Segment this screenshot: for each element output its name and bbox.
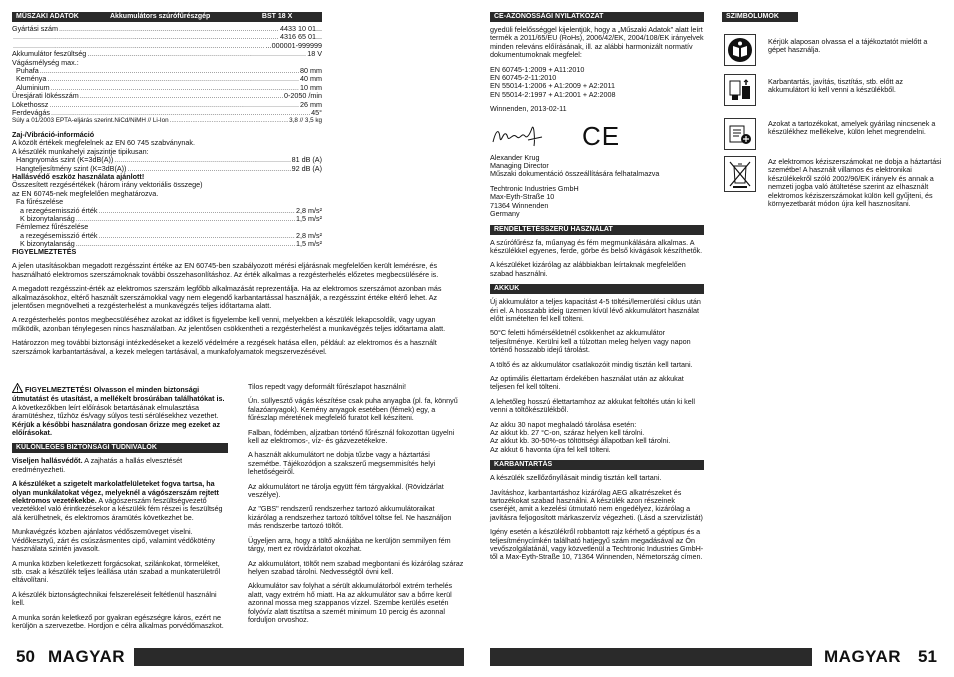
spec-row: Vágásmélység max.: — [12, 57, 79, 67]
safety-column — [12, 383, 228, 636]
spec-row: ..... 4316 65 01... — [12, 33, 322, 41]
footer-bar — [490, 648, 812, 666]
vibration-text: Összesített rezgésértékek (három irány vektoriális összege) — [12, 180, 203, 190]
use-header: RENDELTETÉSSZERŰ HASZNÁLAT — [490, 225, 704, 235]
safety-paragraph: Tilos repedt vagy deformált fűrészlapot használni! — [248, 382, 406, 391]
signer-name: Alexander Krug — [490, 152, 540, 162]
weee-bin-icon — [724, 156, 756, 192]
maintenance-header: KARBANTARTÁS — [490, 460, 704, 470]
noise-heading: Zaj-/Vibráció-információ — [12, 130, 95, 139]
battery-paragraph: A töltő és az akkumulátor csatlakozóit mindig tisztán kell tartani. — [490, 359, 693, 369]
address-line: Techtronic Industries GmbH — [490, 183, 579, 193]
wood-label: Fa fűrészelése — [16, 197, 64, 207]
noise-row: Hangteljesítmény szint (K=3dB(A)) ..... 92 dB (A) — [12, 165, 322, 173]
address-line: Germany — [490, 209, 520, 219]
safety-paragraph: Viseljen hallásvédőt. A zajhatás a hallás elvesztését eredményezheti. — [12, 456, 183, 474]
safety-paragraph: A munka közben keletkezett forgácsokat, szilánkokat, törmeléket, stb. csak a készülék teljes leállása után szabad a munkaterületről eltávolítani. — [12, 558, 221, 585]
battery-paragraph: 50°C feletti hőmérsékletnél csökkenhet az akkumulátor teljesítménye. Kerülni kell a túlzottan meleg helyen vagy napon történő hosszabb idejű tárolást. — [490, 328, 691, 355]
model-name: BST 18 X — [261, 13, 293, 20]
noise-intro: A készülék munkahelyi zajszintje tipikusan: — [12, 146, 149, 156]
section-header: KÜLÖNLEGES BIZTONSÁGI TUDNIVALÓK — [12, 443, 228, 453]
spec-row: Ferdevágás ..... 45° — [12, 109, 322, 117]
norm-line: EN 55014-2:1997 + A1:2001 + A2:2008 — [490, 89, 616, 99]
safety-paragraph: Az akkumulátort ne tárolja együtt fém tárgyakkal. (Rövidzárlat veszélye). — [248, 481, 444, 500]
safety-paragraph: A használt akkumulátort ne dobja tűzbe vagy a háztartási szemétbe. Tájékozódjon a szakszerű megsemmisítés helyi lehetőségeiről. — [248, 450, 436, 477]
address-line: Max-Eyth-Straße 10 — [490, 192, 555, 202]
safety-paragraph: Munkavégzés közben ajánlatos védőszemüveget viselni. Védőkesztyű, zárt és csúszásmentes cipő, valamint védőkötény használata szintén javasolt. — [12, 527, 215, 554]
product-name: Akkumulátors szúrófűrészgép — [109, 13, 211, 20]
signer-role: Managing Director — [490, 161, 549, 171]
safety-paragraph: Ügyeljen arra, hogy a töltő aknájába ne kerüljön semmilyen fém tárgy, mert ez rövidzárlatot okozhat. — [248, 535, 451, 554]
use-paragraph: A szúrófűrész fa, műanyag és fém megmunkálására alkalmas. A készülékkel egyenes, ferde, görbe és belső kivágások készíthetők. — [490, 237, 703, 255]
warning-paragraph: A jelen utasításokban megadott rezgésszint értéke az EN 60745-ben szabályozott mérési eljárásnak megfelelően került lemérésre, és használható elektromos szerszámoknak további összehasonlításhoz. Az érték alkalmas a rezgésterhelés előzetes megbecsülésére is. — [12, 261, 439, 279]
language-label: MAGYAR — [824, 647, 901, 666]
norm-line: EN 60745-1:2009 + A11:2010 — [490, 64, 585, 74]
symbols-header: SZIMBÓLUMOK — [722, 12, 798, 22]
signature-row — [490, 120, 704, 154]
safety-paragraph: A készülék biztonságtechnikai felszereléseit feltétlenül használni kell. — [12, 589, 217, 608]
spec-row: Lökethossz ..... 26 mm — [12, 101, 322, 109]
ce-text: gyedüli felelősséggel kijelentjük, hogy a „Műszaki Adatok" alatt leírt termék a 2011/65/EU (RoHs), 2006/42/EK, 2004/108/EK irányelvek minden releváns előírásának, ill. az alábbi harmonizált normatív dokumentumoknak megfelel: — [490, 25, 704, 60]
battery-paragraph: A lehetőleg hosszú élettartamhoz az akkukat feltöltés után ki kell venni a töltőkészülékből. — [490, 396, 695, 415]
maintenance-paragraph: Igény esetén a készülékről robbantott rajz kérhető a géptípus és a teljesítménycímkén található hatjegyű szám megadásával az Ön vevőszolgálatánál, vagy közvetlenül a Techtronic Industries GmbH-től a Max-Eyth-Straße 10, 71364 Winnenden, Németország címen. — [490, 527, 704, 562]
safety-paragraph: Falban, födémben, aljzatban történő fűrésznál fokozottan ügyelni kell az elektromos-, víz- és gázvezetékekre. — [248, 427, 455, 446]
battery-paragraph: Új akkumulátor a teljes kapacitást 4-5 töltési/lemerülési ciklus után éri el. A hosszabb ideig üzemen kívül lévő akkumulátort használat előtt ismételten fel kell tölteni. — [490, 297, 701, 323]
remove-battery-icon — [724, 74, 756, 106]
ce-column — [490, 12, 704, 568]
maintenance-paragraph: A készülék szellőzőnyílásait mindig tisztán kell tartani. — [490, 473, 662, 483]
spec-row: Aluminium ..... 10 mm — [12, 84, 322, 92]
symbol-text: Karbantartás, javítás, tisztítás, stb. előtt az akkumulátort ki kell venni a készülékből. — [768, 77, 904, 95]
right-footer — [490, 648, 942, 666]
signer-role2: Műszaki dokumentáció összeállítására felhatalmazva — [490, 169, 660, 179]
norm-line: EN 60745-2-11:2010 — [490, 73, 557, 83]
spec-row: Üresjárati lökésszám ..... 0-2050 /min — [12, 92, 322, 100]
page-number: 51 — [918, 647, 937, 666]
specs-list — [12, 25, 322, 126]
safety-paragraph: A munka során keletkező por gyakran egészségre káros, ezért ne kerüljön a szervezetbe. Hordjon e célra alkalmas porvédőmaszkot. — [12, 612, 224, 630]
general-warning: FIGYELMEZTETÉS! Olvasson el minden biztonsági útmutatást és utasítást, a mellékelt brosúrában találhatókat is. A következőkben leírt előírások betartásának elmulasztása áramütéshez, tűzhöz és/vagy súlyos testi sérülésekhez vezethet. Kérjük a későbbi használatra gondosan őrizze meg ezeket az előírásokat. — [12, 385, 225, 438]
symbol-text: Azokat a tartozékokat, amelyek gyárilag nincsenek a készülékhez mellékelve, külön lehet megrendelni. — [768, 119, 936, 137]
battery-paragraph: Az optimális élettartam érdekében használat után az akkukat teljesen fel kell tölteni. — [490, 373, 684, 392]
spec-row: Akkumulátor feszültség ..... 18 V — [12, 50, 322, 58]
warning-paragraph: Határozzon meg további biztonsági intézkedéseket a kezelő védelmére a rezgések hatása ellen, például: az elektromos és a használt szerszámok karbantartásával, a kezek melegen tartásával, a munkafolyamatok megszervezésével. — [12, 338, 437, 356]
signature-image — [490, 120, 550, 150]
warning-paragraph: A rezgésterhelés pontos megbecsüléséhez azokat az időket is figyelembe kell venni, melyekben a készülék lekapcsoldik, vagy ugyan működik, azonban ténylegesen nincs használatban. Az jelentősen csökkentheti a rezgésterhelést a munkavégzés teljes időtartama alatt. — [12, 315, 446, 333]
maintenance-paragraph: Javításhoz, karbantartáshoz kizárólag AEG alkatrészeket és tartozékokat szabad használni. A készülék azon részeinek cseréjét, amit a kezelési útmutató nem engedélyez, kizárólag a javításra feljogosított márkaszervíz végezheti. (Lásd a szervizlistát) — [490, 487, 703, 522]
vibration-row: a rezegésemisszió érték ..... 2,8 m/s² — [12, 207, 322, 215]
noise-intro: A közölt értékek megfelelnek az EN 60 745 szabványnak. — [12, 138, 195, 148]
safety-paragraph: Az "GBS" rendszerű rendszerhez tartozó akkumulátoraikat kizárólag a rendszerhez tartozó töltővel töltse fel. Ne használjon más rendszerbe tartozó töltőt. — [248, 504, 452, 531]
safety-paragraph: Ún. süllyesztő vágás készítése csak puha anyagba (pl. fa, könnyű falazóanyagok). Kemény anyagok esetében (fémek) egy, a fűrészlap méretének megfelelő furatot kell készíteni. — [248, 396, 458, 423]
language-label: MAGYAR — [48, 647, 125, 666]
vibration-text: az EN 60745-nek megfelelően meghatározva. — [12, 188, 159, 198]
noise-vibration-section — [12, 131, 322, 249]
symbols-column — [722, 12, 942, 209]
page-number: 50 — [16, 647, 35, 666]
ear-protection-note: Hallásvédő eszköz használata ajánlott! — [12, 172, 145, 182]
left-footer — [12, 648, 464, 666]
spec-row: Puhafa ..... 80 mm — [12, 67, 322, 75]
ce-mark-icon: CE — [582, 120, 621, 151]
battery-header: AKKUK — [490, 284, 704, 294]
safety-paragraph: Az akkumulátort, töltőt nem szabad megbontani és kizárólag száraz helyen szabad tárolni. Nedvességtől óvni kell. — [248, 558, 464, 576]
spec-row: Keménya ..... 40 mm — [12, 75, 322, 83]
symbol-text: Az elektromos kéziszerszámokat ne dobja a háztartási szemétbe! A használt villamos és elektronikai készülékekről szóló 2002/96/EK irányelv és annak a nemzeti jogba való átültetése szerint az elhasznált elektromos kéziszerszámokat külön kell gyűjteni, és környezetbarát módon újra kell hasznosítani. — [768, 157, 942, 209]
warning-section — [12, 248, 464, 362]
spec-row: Gyártási szám ..... 4433 10 01... — [12, 25, 322, 33]
vibration-row: K bizonytalanság ..... 1,5 m/s² — [12, 240, 322, 248]
metal-label: Fémlemez fűrészelése — [16, 222, 89, 232]
symbol-text: Kérjük alaposan olvassa el a tájékoztatót mielőtt a gépet használja. — [768, 37, 928, 55]
accessory-icon — [724, 118, 756, 150]
safety-paragraph: Akkumulátor sav folyhat a sérült akkumulátorból extrém terhelés alatt, vagy extrém hő miatt. Ha az akkumulátor sav a bőrre kerül azonnal mossa meg szappanos vízzel. Szembe kerülés esetén folyóvíz alatt tisztítsa a szemét minimum 10 percig és azonnal forduljon orvoshoz. — [248, 581, 453, 624]
battery-paragraph: Az akku 30 napot meghaladó tárolása esetén: Az akkut kb. 27 °C-on, száraz helyen kell tárolni. Az akkut kb. 30-50%-os töltöttségi állapotban kell tárolni. Az akkut 6 havonta újra fel kell tölteni. — [490, 419, 671, 454]
address-line: 71364 Winnenden — [490, 200, 549, 210]
warning-heading: FIGYELMEZTETÉS — [12, 247, 77, 256]
spec-row: Súly a 01/2003 EPTA-eljárás szerint.NiCd/NiMH // Li-Ion ..... 3,8 // 3,5 kg — [12, 117, 322, 125]
safety-paragraph: A készüléket a szigetelt markolatfelületeket fogva tartsa, ha olyan munkálatokat végez, melyeknél a vágószerszám rejtett elektromos vezetékekbe. A vágószerszám feszültségvezető vezetékkel való érintkezésekor a készülék fém részei is feszültség alá kerülhetnek, és elektromos áramütés következhet be. — [12, 479, 223, 522]
spec-row: ..... ...000001-999999 — [12, 42, 322, 50]
noise-row: Hangnyomás szint (K=3dB(A)) ..... 81 dB (A) — [12, 156, 322, 164]
ce-date: Winnenden, 2013-02-11 — [490, 104, 567, 114]
vibration-row: K bizonytalanság ..... 1,5 m/s² — [12, 215, 322, 223]
warning-paragraph: A megadott rezgésszint-érték az elektromos szerszám legfőbb alkalmazását reprezentálja. Ha az elektromos szerszámot azonban más alkalmazásokhoz, eltérő használt szerszámokkal vagy nem elegendő karbantartással használják, a rezgésszint értéke eltérő lehet. Az jelentősen megnövelheti a rezgésterhelést a munkavégzés teljes időtartama alatt. — [12, 284, 442, 311]
footer-bar — [134, 648, 464, 666]
tech-data-title: MŰSZAKI ADATOK — [16, 13, 79, 20]
use-paragraph: A készüléket kizárólag az alábbiakban leírtaknak megfelelően szabad használni. — [490, 260, 686, 278]
norm-line: EN 55014-1:2006 + A1:2009 + A2:2011 — [490, 81, 615, 91]
safety-column-2 — [248, 383, 464, 630]
tech-data-header — [12, 12, 322, 22]
ce-header: CE-AZONOSSÁGI NYILATKOZAT — [490, 12, 704, 22]
vibration-row: a rezegésemisszió érték ..... 2,8 m/s² — [12, 232, 322, 240]
read-manual-icon — [724, 34, 756, 66]
